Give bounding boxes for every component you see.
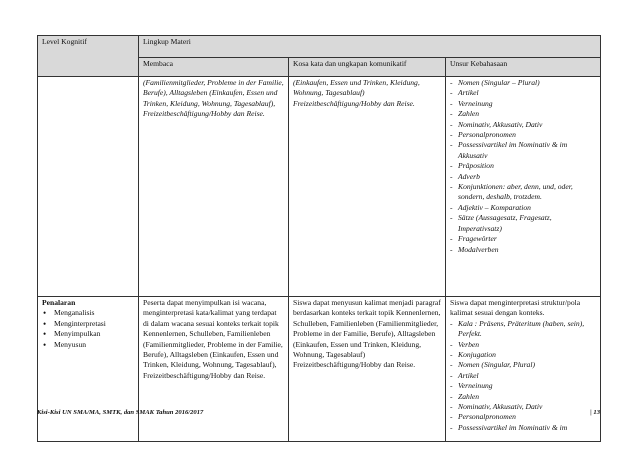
list-item: - Adjektiv – Komparation [450,203,596,213]
level-cell [38,297,139,442]
list-item: - Zahlen [450,392,596,402]
page-footer [37,409,600,416]
unsur-intro: Siswa dapat menginterpretasi struktur/pola kalimat sesuai dengan konteks. [450,298,581,318]
unsur-list [450,78,596,255]
membaca-cell: Peserta dapat menyimpulkan isi wacana, menginterpretasi kata/kalimat yang terdapat di dalam wacana sesuai konteks terkait topik Kennenlernen, Schulleben, Familienleben (Familienmitglieder, Probleme in der Familie, Berufe), Alltagsleben (Einkaufen, Essen und Trinken, Kleidung, Wohnung, Tagesablauf), Freizeitbeschäftigung/Hobby dan Reise. [139,297,289,442]
level-list [42,308,134,350]
unsur-cell [446,297,601,442]
kisi-kisi-table [37,35,601,442]
list-item: - Kala : Präsens, Präteritum (haben, sein), Perfekt. [450,319,596,340]
footer-title: Kisi-Kisi UN SMA/MA, SMTK, dan SMAK Tahun 2016/2017 [37,409,204,416]
list-item: - Verneinung [450,381,596,391]
list-item: - Artikel [450,371,596,381]
page-number: | 13 [590,409,600,416]
list-item: - Modalverben [450,245,596,255]
list-item: - Artikel [450,88,596,98]
list-item: - Personalpronomen [450,130,596,140]
list-item: - Zahlen [450,109,596,119]
header-lingkup-materi: Lingkup Materi [139,36,601,58]
header-unsur-kebahasaan: Unsur Kebahasaan [446,57,601,76]
unsur-list [450,319,596,433]
list-item: - Adverb [450,172,596,182]
list-item: - Nominativ, Akkusativ, Dativ [450,402,596,412]
list-item: - Possessivartikel im Nominativ & im [450,423,596,433]
list-item: - Possessivartikel im Nominativ & im Akkusativ [450,140,596,161]
table-row [38,297,601,442]
unsur-cell [446,77,601,297]
list-item: - Präposition [450,161,596,171]
list-item: - Sätze (Aussagesatz, Fragesatz, Imperativsatz) [450,213,596,234]
kosa-kata-cell: Siswa dapat menyusun kalimat menjadi paragraf berdasarkan konteks terkait topik Kennenlernen, Schulleben, Familienleben (Familienmitglieder, Probleme in der Familie, Berufe), Alltagsleben (Einkaufen, Essen und Trinken, Kleidung, Wohnung, Tagesablauf) Freizeitbeschäftigung/Hobby dan Reise. [289,297,446,442]
membaca-cell: (Familienmitglieder, Probleme in der Familie, Berufe), Alltagsleben (Einkaufen, Essen und Trinken, Kleidung, Wohnung, Tagesablauf), Freizeitbeschäftigung/Hobby dan Reise. [139,77,289,297]
list-item: - Konjugation [450,350,596,360]
list-item: - Konjunktionen: aber, denn, und, oder, sondern, deshalb, trotzdem. [450,182,596,203]
list-item: • Menyusun [42,340,134,350]
header-row-top [38,36,601,58]
table-row [38,77,601,297]
list-item: - Verneinung [450,99,596,109]
level-cell [38,77,139,297]
header-level-kognitif: Level Kognitif [38,36,139,77]
list-item: • Menginterpretasi [42,319,134,329]
list-item: • Menganalisis [42,308,134,318]
list-item: - Nomen (Singular, Plural) [450,360,596,370]
list-item: - Verben [450,340,596,350]
list-item: - Fragewörter [450,234,596,244]
header-membaca: Membaca [139,57,289,76]
list-item: - Nomen (Singular – Plural) [450,78,596,88]
kosa-kata-cell: (Einkaufen, Essen und Trinken, Kleidung, Wohnung, Tagesablauf) Freizeitbeschäftigung/Hobby dan Reise. [289,77,446,297]
header-kosa-kata: Kosa kata dan ungkapan komunikatif [289,57,446,76]
list-item: - Personalpronomen [450,412,596,422]
list-item: • Menyimpulkan [42,329,134,339]
list-item: - Nominativ, Akkusativ, Dativ [450,120,596,130]
level-title: Penalaran [42,298,76,307]
